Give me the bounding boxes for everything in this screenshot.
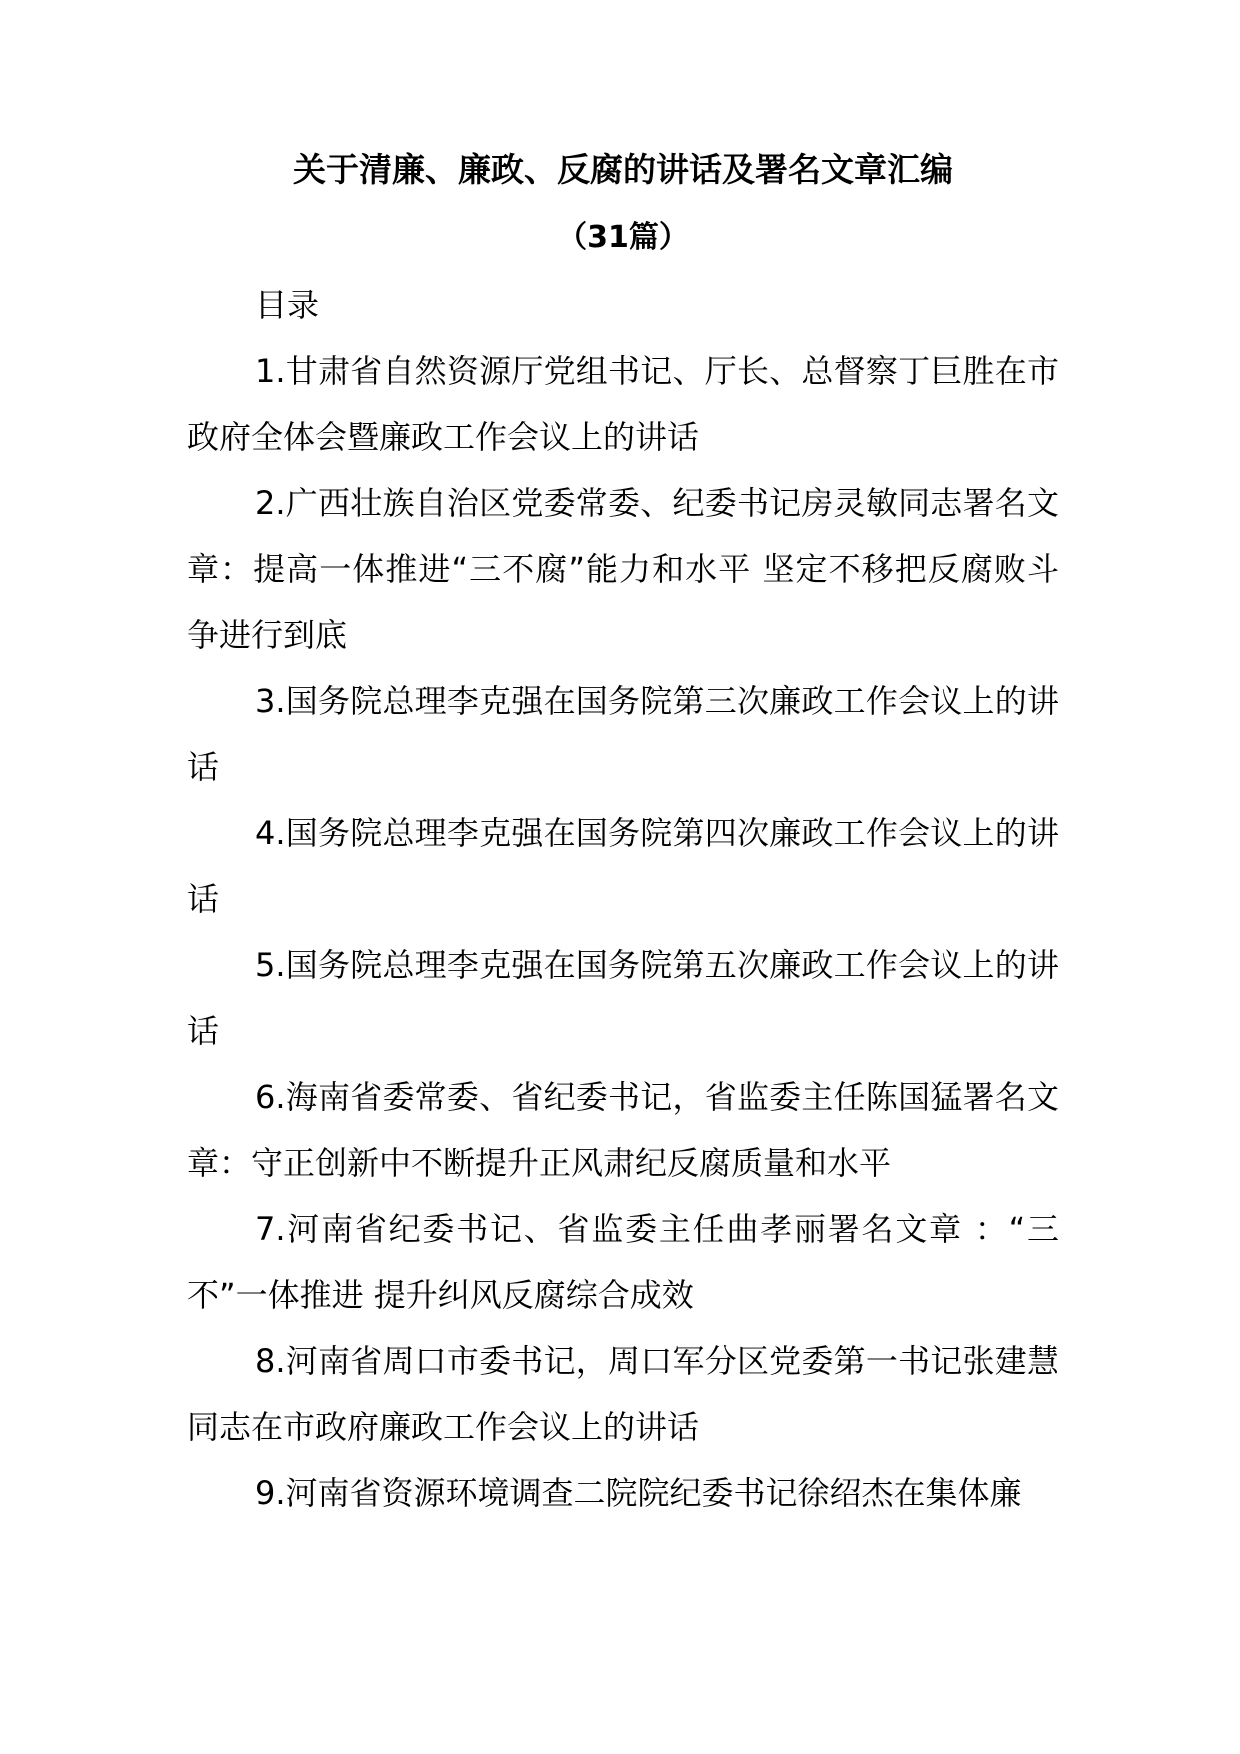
toc-entry: 8.河南省周口市委书记，周口军分区党委第一书记张建慧同志在市政府廉政工作会议上的讲话 — [187, 1342, 1059, 1446]
toc-entry: 4.国务院总理李克强在国务院第四次廉政工作会议上的讲话 — [187, 814, 1059, 918]
toc-entry: 6.海南省委常委、省纪委书记，省监委主任陈国猛署名文章：守正创新中不断提升正风肃纪反腐质量和水平 — [187, 1078, 1059, 1182]
toc-list — [187, 338, 1059, 1526]
toc-entry: 1.甘肃省自然资源厅党组书记、厅长、总督察丁巨胜在市政府全体会暨廉政工作会议上的讲话 — [187, 352, 1059, 456]
toc-entry: 2.广西壮族自治区党委常委、纪委书记房灵敏同志署名文章：提高一体推进“三不腐”能力和水平 坚定不移把反腐败斗争进行到底 — [187, 484, 1059, 654]
toc-heading: 目录 — [255, 286, 320, 324]
toc-entry: 7.河南省纪委书记、省监委主任曲孝丽署名文章 ：“三不”一体推进 提升纠风反腐综合成效 — [187, 1210, 1059, 1314]
document-subtitle: （31篇） — [557, 220, 689, 255]
toc-entry: 5.国务院总理李克强在国务院第五次廉政工作会议上的讲话 — [187, 946, 1059, 1050]
document-page — [187, 150, 1059, 1526]
toc-entry: 3.国务院总理李克强在国务院第三次廉政工作会议上的讲话 — [187, 682, 1059, 786]
toc-entry: 9.河南省资源环境调查二院院纪委书记徐绍杰在集体廉 — [255, 1474, 1022, 1512]
document-title: 关于清廉、廉政、反腐的讲话及署名文章汇编 — [293, 150, 953, 189]
